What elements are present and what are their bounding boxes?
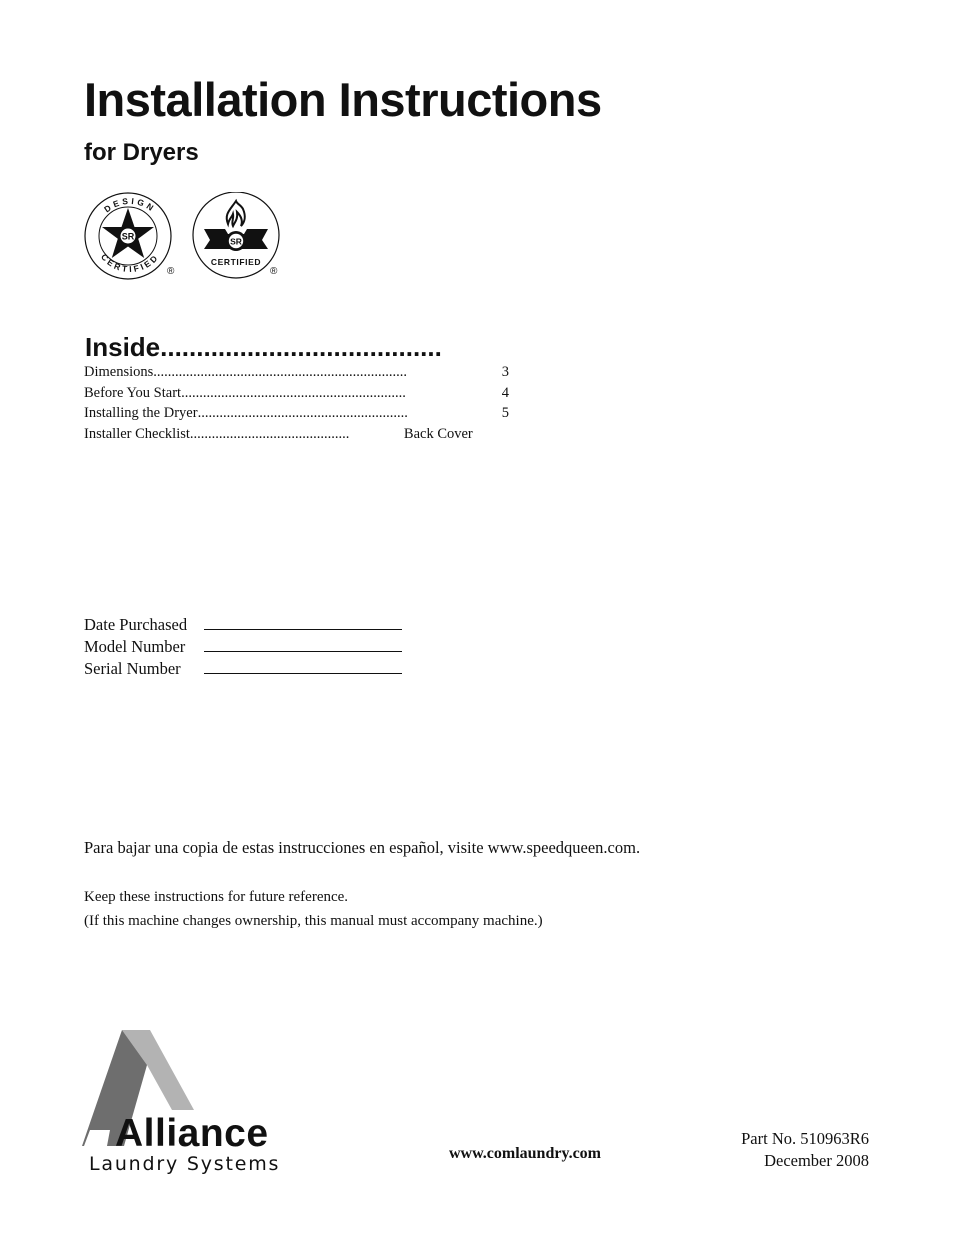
toc-page: 5	[501, 405, 509, 421]
serial-number-blank[interactable]	[204, 657, 402, 674]
contents-heading: Inside.......................................	[85, 332, 442, 362]
toc-item-installing-the-dryer[interactable]	[84, 405, 509, 426]
toc-item-before-you-start[interactable]	[84, 385, 509, 406]
toc-leader: ..........................................................	[197, 405, 408, 421]
toc-page: Back Cover	[403, 425, 473, 442]
seal-top-text: DESIGN	[102, 195, 158, 215]
date-purchased-field	[84, 613, 402, 635]
seal-center-mark: SR	[230, 236, 242, 247]
serial-number-field	[84, 657, 402, 679]
field-label: Date Purchased	[84, 615, 188, 634]
flame-certified-seal-icon	[190, 192, 286, 284]
design-certified-star-seal-icon	[82, 192, 178, 284]
publication-date: December 2008	[764, 1151, 869, 1170]
toc-leader: ............................................	[189, 425, 350, 442]
page-subtitle: for Dryers	[84, 139, 199, 166]
record-fields	[84, 613, 402, 679]
svg-text:CERTIFIED	[99, 252, 161, 275]
model-number-blank[interactable]	[204, 635, 402, 652]
toc-label: Installer Checklist	[84, 425, 190, 442]
logo-tagline: Laundry Systems	[89, 1153, 281, 1175]
toc-label: Before You Start	[84, 384, 182, 401]
registered-mark: ®	[167, 266, 175, 277]
toc-leader: ......................................................................	[153, 364, 408, 380]
keep-note-line: (If this machine changes ownership, this manual must accompany machine.)	[84, 912, 543, 929]
toc-item-dimensions[interactable]	[84, 364, 509, 385]
seal-certified-label: CERTIFIED	[210, 257, 262, 267]
spanish-download-note: Para bajar una copia de estas instrucciones en español, visite www.speedqueen.com.	[84, 838, 641, 857]
model-number-field	[84, 635, 402, 657]
part-number: Part No. 510963R6	[741, 1129, 869, 1148]
table-of-contents	[84, 364, 509, 446]
logo-wordmark: Alliance	[115, 1112, 269, 1155]
page-title: Installation Instructions	[84, 73, 602, 126]
field-label: Serial Number	[84, 659, 181, 678]
keep-instructions-note	[84, 886, 543, 933]
part-info	[741, 1128, 869, 1172]
website-link[interactable]: www.comlaundry.com	[449, 1145, 601, 1162]
alliance-a-logo-icon	[80, 1028, 332, 1176]
seal-center-mark: SR	[121, 231, 135, 242]
toc-page: 3	[501, 364, 509, 380]
registered-mark: ®	[270, 266, 278, 277]
toc-label: Dimensions	[84, 364, 154, 380]
field-label: Model Number	[84, 637, 186, 656]
keep-note-line: Keep these instructions for future reference.	[84, 889, 349, 905]
toc-leader: ..............................................................	[181, 384, 406, 401]
toc-item-installer-checklist[interactable]	[84, 426, 509, 447]
date-purchased-blank[interactable]	[204, 613, 402, 630]
seal-bottom-text: CERTIFIED	[99, 251, 161, 275]
toc-page: 4	[501, 384, 509, 401]
toc-label: Installing the Dryer	[84, 405, 198, 421]
